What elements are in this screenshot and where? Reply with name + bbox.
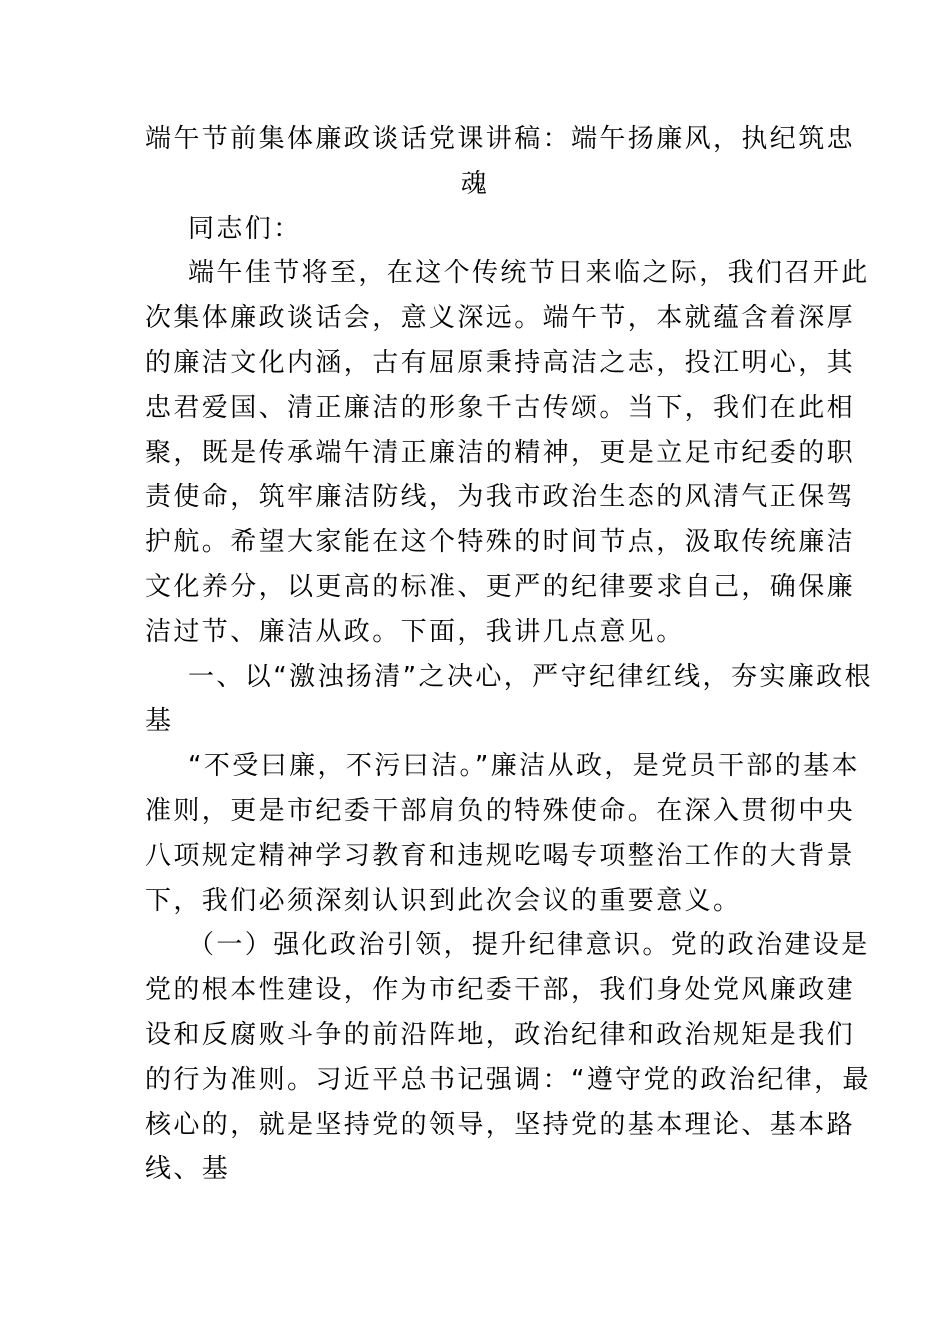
text-line: “不受曰廉，不污曰洁。”廉洁从政，是党员干部的基本 [188,751,860,782]
text-line: 下，我们必须深刻认识到此次会议的重要意义。 [145,885,742,916]
document-body [145,207,873,1193]
paragraph [145,744,860,923]
text-line: 一、以“激浊扬清”之决心，严守纪律红线，夯实廉政根 [188,661,873,692]
text-line: 次集体廉政谈话会，意义深远。端午节，本就蕴含着深厚 [145,303,856,334]
text-line: 党的根本性建设，作为市纪委干部，我们身处党风廉政建 [145,975,856,1006]
text-line: 设和反腐败斗争的前沿阵地，政治纪律和政治规矩是我们 [145,1019,856,1050]
text-line: 端午佳节将至，在这个传统节日来临之际，我们召开此 [188,258,870,289]
text-line: 同志们： [188,213,302,244]
paragraph [145,207,805,252]
paragraph [145,655,873,745]
document-page [145,117,873,1192]
document-title-line-1: 端午节前集体廉政谈话党课讲稿：端午扬廉风，执纪筑忠 [145,124,856,154]
text-line: 文化养分，以更高的标准、更严的纪律要求自己，确保廉 [145,571,856,602]
text-line: （一）强化政治引领，提升纪律意识。党的政治建设是 [188,930,870,961]
text-line: 八项规定精神学习教育和违规吃喝专项整治工作的大背景 [145,840,856,871]
text-line: 护航。希望大家能在这个特殊的时间节点，汲取传统廉洁 [145,527,856,558]
paragraph [145,251,870,654]
text-line: 的行为准则。习近平总书记强调：“遵守党的政治纪律，最 [145,1064,871,1095]
paragraph [145,923,871,1192]
text-line: 洁过节、廉洁从政。下面，我讲几点意见。 [145,616,685,647]
text-line: 的廉洁文化内涵，古有屈原秉持高洁之志，投江明心，其 [145,347,856,378]
text-line: 责使命，筑牢廉洁防线，为我市政治生态的风清气正保驾 [145,482,856,513]
text-line: 核心的，就是坚持党的领导，坚持党的基本理论、基本路 [145,1109,856,1140]
text-line: 忠君爱国、清正廉洁的形象千古传颂。当下，我们在此相 [145,392,856,423]
text-line: 基 [145,706,174,737]
document-title-line-2: 魂 [460,168,490,199]
text-line: 线、基 [145,1154,231,1185]
text-line: 聚，既是传承端午清正廉洁的精神，更是立足市纪委的职 [145,437,856,468]
text-line: 准则，更是市纪委干部肩负的特殊使命。在深入贯彻中央 [145,795,856,826]
